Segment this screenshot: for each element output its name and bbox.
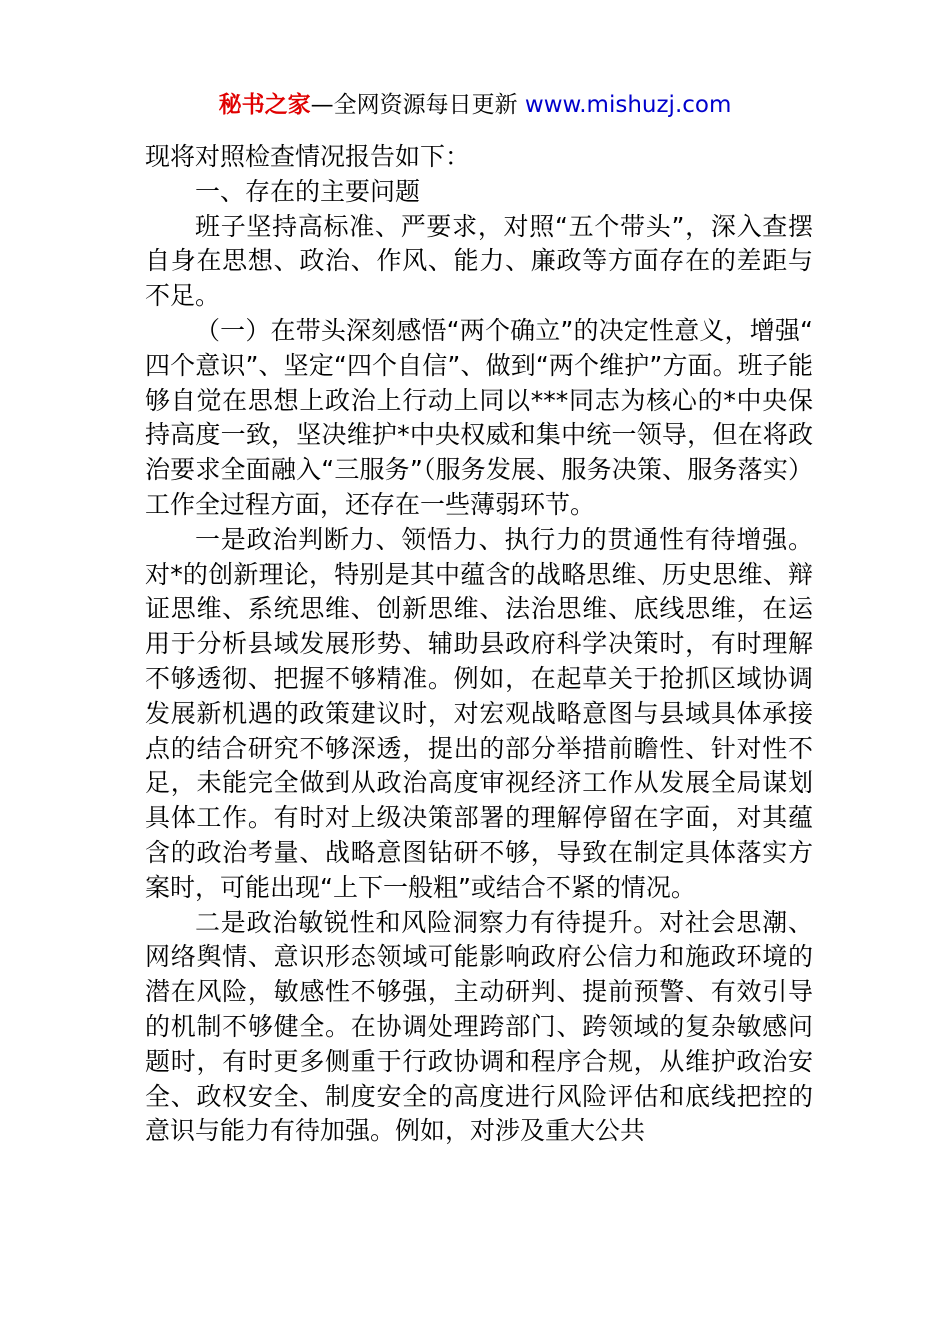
intro-line: 现将对照检查情况报告如下：: [145, 142, 471, 171]
section-heading: 一、存在的主要问题: [195, 176, 421, 206]
site-slogan: —全网资源每日更新: [310, 92, 518, 118]
page-header: [0, 88, 950, 122]
site-brand[interactable]: 秘书之家: [218, 92, 311, 118]
subsection-paragraph: （一）在带头深刻感悟“两个确立”的决定性意义，增强“四个意识”、坚定“四个自信”、做到“两个维护”方面。班子能够自觉在思想上政治上行动上同以***同志为核心的*中央保持高度一致，坚决维护*中央权威和集中统一领导，但在将政治要求全面融入“三服务”（服务发展、服务决策、服务落实）工作全过程方面，还存在一些薄弱环节。: [145, 315, 813, 519]
body-paragraph: 一是政治判断力、领悟力、执行力的贯通性有待增强。对*的创新理论，特别是其中蕴含的战略思维、历史思维、辩证思维、系统思维、创新思维、法治思维、底线思维，在运用于分析县域发展形势、辅助县政府科学决策时，有时理解不够透彻、把握不够精准。例如，在起草关于抢抓区域协调发展新机遇的政策建议时，对宏观战略意图与县域具体承接点的结合研究不够深透，提出的部分举措前瞻性、针对性不足，未能完全做到从政治高度审视经济工作从发展全局谋划具体工作。有时对上级决策部署的理解停留在字面，对其蕴含的政治考量、战略意图钻研不够，导致在制定具体落实方案时，可能出现“上下一般粗”或结合不紧的情况。: [145, 524, 813, 902]
body-paragraph: 二是政治敏锐性和风险洞察力有待提升。对社会思潮、网络舆情、意识形态领域可能影响政府公信力和施政环境的潜在风险，敏感性不够强，主动研判、提前预警、有效引导的机制不够健全。在协调处理跨部门、跨领域的复杂敏感问题时，有时更多侧重于行政协调和程序合规，从维护政治安全、政权安全、制度安全的高度进行风险评估和底线把控的意识与能力有待加强。例如，对涉及重大公共: [145, 907, 813, 1146]
document-body: [145, 140, 813, 1149]
site-url-link[interactable]: www.mishuzj.com: [524, 92, 732, 118]
body-paragraph: 班子坚持高标准、严要求，对照“五个带头”，深入查摆自身在思想、政治、作风、能力、廉政等方面存在的差距与不足。: [145, 211, 813, 311]
